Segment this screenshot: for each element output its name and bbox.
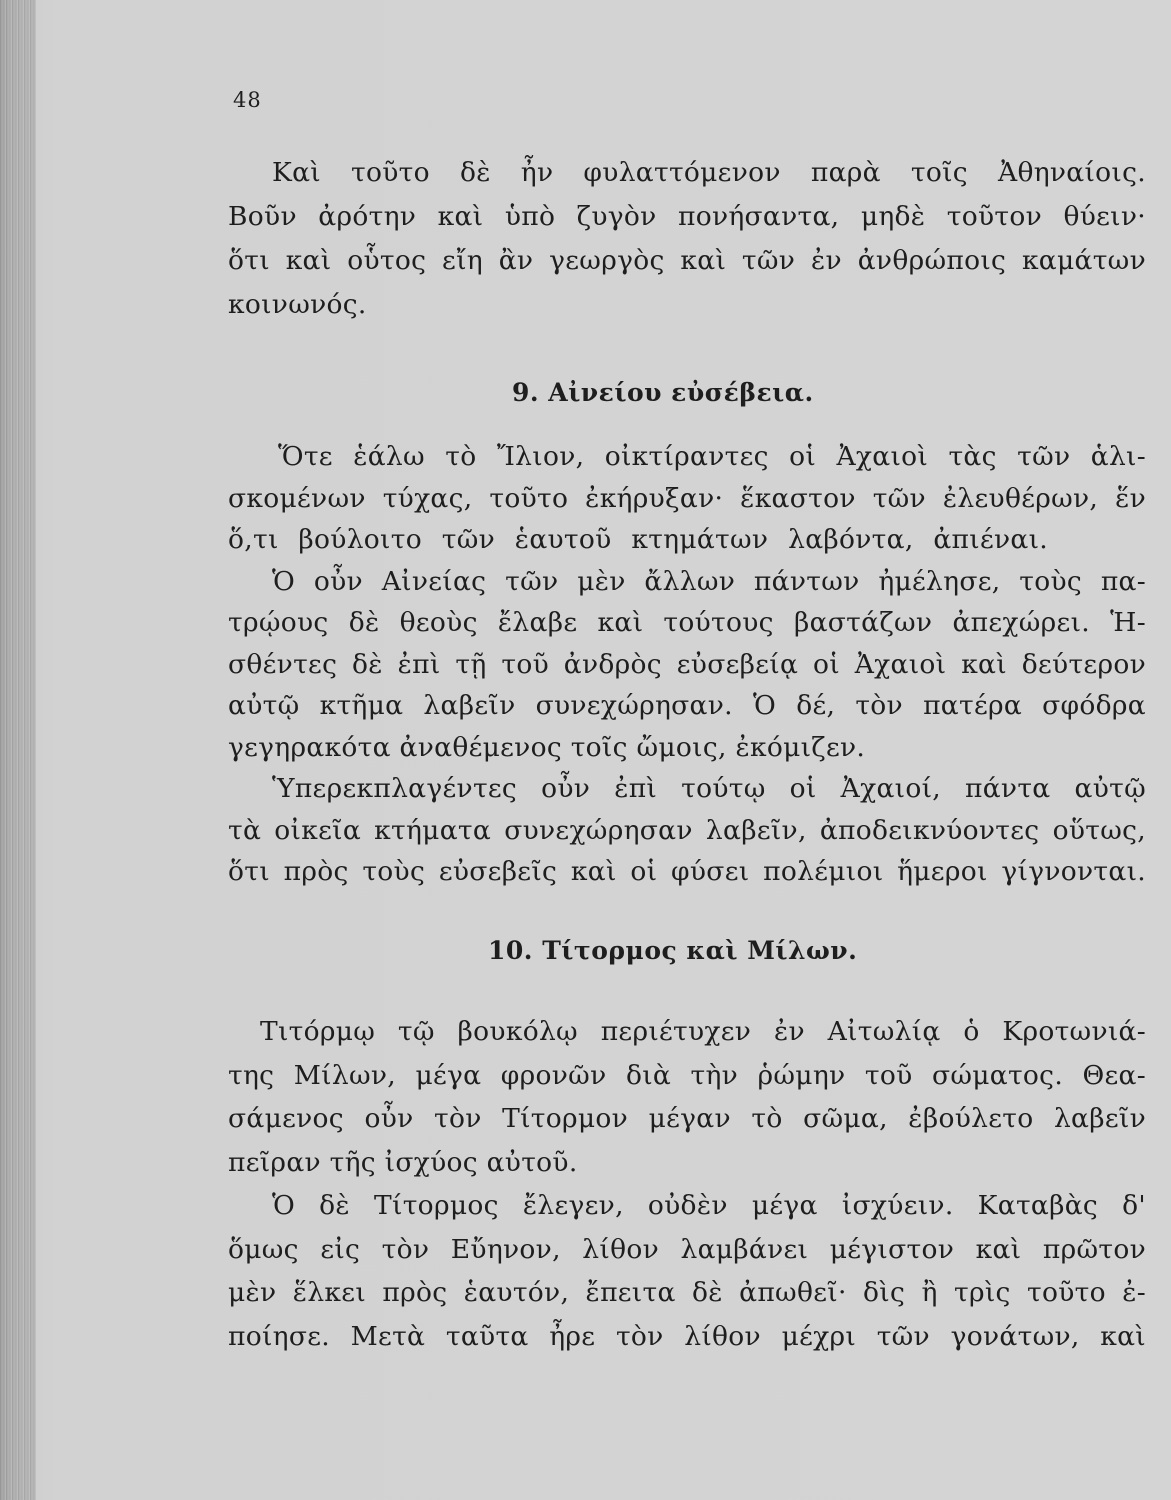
intro-paragraph <box>228 151 1146 327</box>
text-line: τρῴους δὲ θεοὺς ἔλαβε καὶ τούτους βαστάζων ἀπεχώρει. Ἡ- <box>228 607 1146 638</box>
section-9-text <box>228 436 1146 893</box>
text-line: πεῖραν τῆς ἰσχύος αὐτοῦ. <box>228 1146 578 1178</box>
text-line: Βοῦν ἀρότην καὶ ὑπὸ ζυγὸν πονήσαντα, μηδὲ τοῦτον θύειν· <box>228 201 1146 232</box>
text-line: ποίησε. Μετὰ ταῦτα ἦρε τὸν λίθον μέχρι τῶν γονάτων, καὶ <box>228 1320 1146 1352</box>
text-line: μὲν ἕλκει πρὸς ἑαυτόν, ἔπειτα δὲ ἀπωθεῖ· δὶς ἢ τρὶς τοῦτο ἐ- <box>228 1277 1146 1308</box>
text-line: ὅτι καὶ οὗτος εἴη ἂν γεωργὸς καὶ τῶν ἐν ἀνθρώποις καμάτων <box>228 245 1146 276</box>
section-heading-10: 10. Τίτορμος καὶ Μίλων. <box>488 936 858 965</box>
text-line: κοινωνός. <box>228 289 367 320</box>
text-line: σθέντες δὲ ἐπὶ τῇ τοῦ ἀνδρὸς εὐσεβείᾳ οἱ Ἀχαιοὶ καὶ δεύτερον <box>228 648 1146 680</box>
text-line: Ὑπερεκπλαγέντες οὖν ἐπὶ τούτῳ οἱ Ἀχαιοί, πάντα αὐτῷ <box>272 773 1146 804</box>
text-line: Ὅτε ἑάλω τὸ Ἴλιον, οἰκτίραντες οἱ Ἀχαιοὶ τὰς τῶν ἁλι- <box>278 441 1146 472</box>
text-line: αὐτῷ κτῆμα λαβεῖν συνεχώρησαν. Ὁ δέ, τὸν πατέρα σφόδρα <box>228 690 1146 721</box>
text-line: ὅ,τι βούλοιτο τῶν ἑαυτοῦ κτημάτων λαβόντα, ἀπιέναι. <box>228 524 1048 555</box>
text-line: Καὶ τοῦτο δὲ ἦν φυλαττόμενον παρὰ τοῖς Ἀθηναίοις. <box>272 157 1146 188</box>
text-line: ὅτι πρὸς τοὺς εὐσεβεῖς καὶ οἱ φύσει πολέμιοι ἥμεροι γίγνονται. <box>228 856 1146 887</box>
text-line: σκομένων τύχας, τοῦτο ἐκήρυξαν· ἕκαστον τῶν ἐλευθέρων, ἕν <box>228 482 1146 514</box>
text-line: Τιτόρμῳ τῷ βουκόλῳ περιέτυχεν ἐν Αἰτωλίᾳ ὁ Κροτωνιά- <box>260 1016 1146 1047</box>
page-number: 48 <box>233 88 262 112</box>
section-heading-9: 9. Αἰνείου εὐσέβεια. <box>512 378 814 407</box>
text-line: της Μίλων, μέγα φρονῶν διὰ τὴν ῥώμην τοῦ σώματος. Θεα- <box>228 1059 1146 1091</box>
section-10-text <box>228 1010 1146 1358</box>
text-line: τὰ οἰκεῖα κτήματα συνεχώρησαν λαβεῖν, ἀποδεικνύοντες οὕτως, <box>228 814 1146 846</box>
text-line: Ὁ οὖν Αἰνείας τῶν μὲν ἄλλων πάντων ἠμέλησε, τοὺς πα- <box>272 565 1146 597</box>
text-line: Ὁ δὲ Τίτορμος ἔλεγεν, οὐδὲν μέγα ἰσχύειν. Καταβὰς δ' <box>272 1190 1146 1221</box>
text-line: ὅμως εἰς τὸν Εὔηνον, λίθον λαμβάνει μέγιστον καὶ πρῶτον <box>228 1233 1146 1265</box>
text-line: γεγηρακότα ἀναθέμενος τοῖς ὤμοις, ἐκόμιζεν. <box>228 731 866 763</box>
text-line: σάμενος οὖν τὸν Τίτορμον μέγαν τὸ σῶμα, ἐβούλετο λαβεῖν <box>228 1103 1146 1134</box>
page-binding-edge <box>0 0 36 1500</box>
